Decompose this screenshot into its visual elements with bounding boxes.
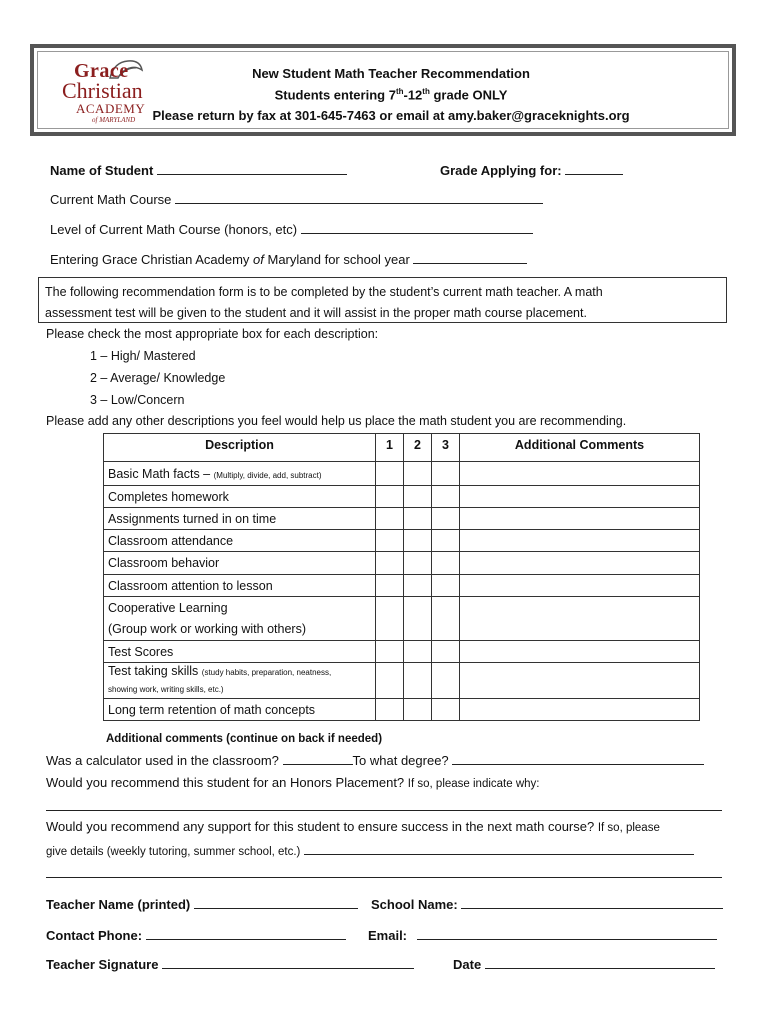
rating-2-box[interactable]: [404, 575, 432, 597]
grade-applying-label: Grade Applying for:: [440, 163, 562, 178]
rating-1-box[interactable]: [376, 641, 404, 663]
table-row: [104, 486, 700, 508]
rating-3-box[interactable]: [432, 699, 460, 721]
rating-2-box[interactable]: [404, 530, 432, 552]
row-description: Cooperative Learning (Group work or working with others): [104, 597, 376, 641]
signature-blank[interactable]: [162, 956, 414, 969]
current-course-label: Current Math Course: [50, 192, 172, 207]
contact-phone-blank[interactable]: [146, 927, 346, 940]
current-course-blank[interactable]: [175, 191, 543, 204]
return-instructions: Please return by fax at 301-645-7463 or email at amy.baker@graceknights.org: [152, 108, 630, 123]
table-row: [104, 462, 700, 486]
row-description: Classroom attention to lesson: [104, 575, 376, 597]
rating-3-box[interactable]: [432, 552, 460, 575]
info-box: [38, 277, 727, 323]
rating-1-box[interactable]: [376, 597, 404, 641]
row-description: Basic Math facts – (Multiply, divide, add, subtract): [104, 462, 376, 486]
table-row: [104, 699, 700, 721]
row-description: Classroom attendance: [104, 530, 376, 552]
comment-cell[interactable]: [460, 575, 700, 597]
rating-1-box[interactable]: [376, 663, 404, 699]
contact-phone-label: Contact Phone:: [46, 928, 143, 943]
rating-1-box[interactable]: [376, 486, 404, 508]
comment-cell[interactable]: [460, 508, 700, 530]
table-row: [104, 552, 700, 575]
email-field[interactable]: [368, 927, 717, 943]
rating-1-box[interactable]: [376, 508, 404, 530]
grade-applying-field[interactable]: [440, 162, 623, 178]
comment-cell[interactable]: [460, 486, 700, 508]
table-row: [104, 575, 700, 597]
course-level-field[interactable]: [50, 221, 533, 237]
teacher-name-blank[interactable]: [194, 896, 358, 909]
school-year-blank[interactable]: [413, 251, 527, 264]
student-name-field[interactable]: [50, 162, 347, 178]
date-label: Date: [453, 957, 482, 972]
course-level-blank[interactable]: [301, 221, 533, 234]
rating-1-box[interactable]: [376, 699, 404, 721]
info-line-2: assessment test will be given to the student and it will assist in the proper math course placement.: [45, 306, 587, 320]
table-row: [104, 597, 700, 641]
teacher-name-label: Teacher Name (printed): [46, 897, 191, 912]
calculator-question[interactable]: [46, 752, 704, 768]
rating-3-box[interactable]: [432, 462, 460, 486]
student-name-label: Name of Student: [50, 163, 154, 178]
school-year-field[interactable]: [50, 251, 527, 267]
email-label: Email:: [368, 928, 408, 943]
rating-2-box[interactable]: [404, 462, 432, 486]
comment-cell[interactable]: [460, 663, 700, 699]
header-rating-1: 1: [376, 434, 404, 462]
school-name-blank[interactable]: [461, 896, 723, 909]
scale-item-1: 1 – High/ Mastered: [90, 349, 196, 363]
teacher-name-field[interactable]: [46, 896, 358, 912]
contact-phone-field[interactable]: [46, 927, 346, 943]
logo-text-academy: ACADEMY: [76, 101, 146, 116]
rating-2-box[interactable]: [404, 663, 432, 699]
comment-cell[interactable]: [460, 641, 700, 663]
school-name-field[interactable]: [371, 896, 723, 912]
form-subtitle: Students entering 7th-12th grade ONLY: [274, 87, 508, 103]
rating-2-box[interactable]: [404, 486, 432, 508]
rating-2-box[interactable]: [404, 552, 432, 575]
calculator-blank[interactable]: [283, 752, 353, 765]
logo-text-christian: Christian: [62, 78, 143, 103]
rating-2-box[interactable]: [404, 508, 432, 530]
comment-cell[interactable]: [460, 552, 700, 575]
date-blank[interactable]: [485, 956, 715, 969]
degree-blank[interactable]: [452, 752, 704, 765]
rating-1-box[interactable]: [376, 530, 404, 552]
rating-1-box[interactable]: [376, 575, 404, 597]
rating-2-box[interactable]: [404, 597, 432, 641]
row-description: Test taking skills (study habits, preparation, neatness, showing work, writing skills, etc.): [104, 663, 376, 699]
header-box: [30, 44, 736, 136]
school-name-label: School Name:: [371, 897, 458, 912]
table-header-row: [104, 434, 700, 462]
support-details-label: give details (weekly tutoring, summer school, etc.): [46, 846, 301, 858]
logo-text-maryland: of MARYLAND: [92, 116, 136, 124]
school-year-label: Entering Grace Christian Academy of Maryland for school year: [50, 252, 410, 267]
rating-1-box[interactable]: [376, 462, 404, 486]
rating-3-box[interactable]: [432, 486, 460, 508]
comment-cell[interactable]: [460, 597, 700, 641]
table-row: [104, 663, 700, 699]
scale-item-3: 3 – Low/Concern: [90, 393, 185, 407]
support-answer-line[interactable]: [46, 877, 722, 878]
date-field[interactable]: [453, 956, 715, 972]
comment-cell[interactable]: [460, 699, 700, 721]
header-description: Description: [104, 434, 376, 462]
scale-item-2: 2 – Average/ Knowledge: [90, 371, 226, 385]
rating-3-box[interactable]: [432, 597, 460, 641]
honors-answer-line[interactable]: [46, 810, 722, 811]
signature-field[interactable]: [46, 956, 414, 972]
rating-3-box[interactable]: [432, 663, 460, 699]
row-description: Test Scores: [104, 641, 376, 663]
table-row: [104, 530, 700, 552]
support-question: Would you recommend any support for this student to ensure success in the next math course? If so, please: [46, 819, 660, 834]
rating-2-box[interactable]: [404, 699, 432, 721]
current-course-field[interactable]: [50, 191, 543, 207]
support-details-blank[interactable]: [304, 842, 694, 855]
header-inner: [37, 51, 729, 129]
grade-applying-blank[interactable]: [565, 162, 623, 175]
support-details-field[interactable]: [46, 842, 694, 858]
table-footer-note: Additional comments (continue on back if needed): [106, 733, 383, 745]
header-rating-2: 2: [404, 434, 432, 462]
student-name-blank[interactable]: [157, 162, 347, 175]
logo-text-grace: Grace: [74, 60, 129, 82]
course-level-label: Level of Current Math Course (honors, etc): [50, 222, 298, 237]
info-line-1: The following recommendation form is to be completed by the student’s current math teacher. A math: [45, 285, 603, 299]
rating-table: [103, 433, 700, 721]
header-comments: Additional Comments: [460, 434, 700, 462]
honors-question: Would you recommend this student for an Honors Placement? If so, please indicate why:: [46, 775, 540, 790]
calculator-label: Was a calculator used in the classroom?: [46, 753, 279, 768]
add-instructions: Please add any other descriptions you feel would help us place the math student you are recommending.: [46, 414, 627, 428]
row-description: Assignments turned in on time: [104, 508, 376, 530]
header-rating-3: 3: [432, 434, 460, 462]
rating-3-box[interactable]: [432, 575, 460, 597]
row-description: Long term retention of math concepts: [104, 699, 376, 721]
rating-2-box[interactable]: [404, 641, 432, 663]
signature-label: Teacher Signature: [46, 957, 159, 972]
table-row: [104, 508, 700, 530]
comment-cell[interactable]: [460, 462, 700, 486]
comment-cell[interactable]: [460, 530, 700, 552]
email-blank[interactable]: [417, 927, 717, 940]
rating-3-box[interactable]: [432, 508, 460, 530]
form-title: New Student Math Teacher Recommendation: [252, 66, 530, 81]
row-description: Classroom behavior: [104, 552, 376, 575]
rating-3-box[interactable]: [432, 530, 460, 552]
degree-label: To what degree?: [352, 753, 449, 768]
table-row: [104, 641, 700, 663]
row-description: Completes homework: [104, 486, 376, 508]
check-instructions: Please check the most appropriate box for each description:: [46, 327, 379, 341]
rating-1-box[interactable]: [376, 552, 404, 575]
rating-3-box[interactable]: [432, 641, 460, 663]
